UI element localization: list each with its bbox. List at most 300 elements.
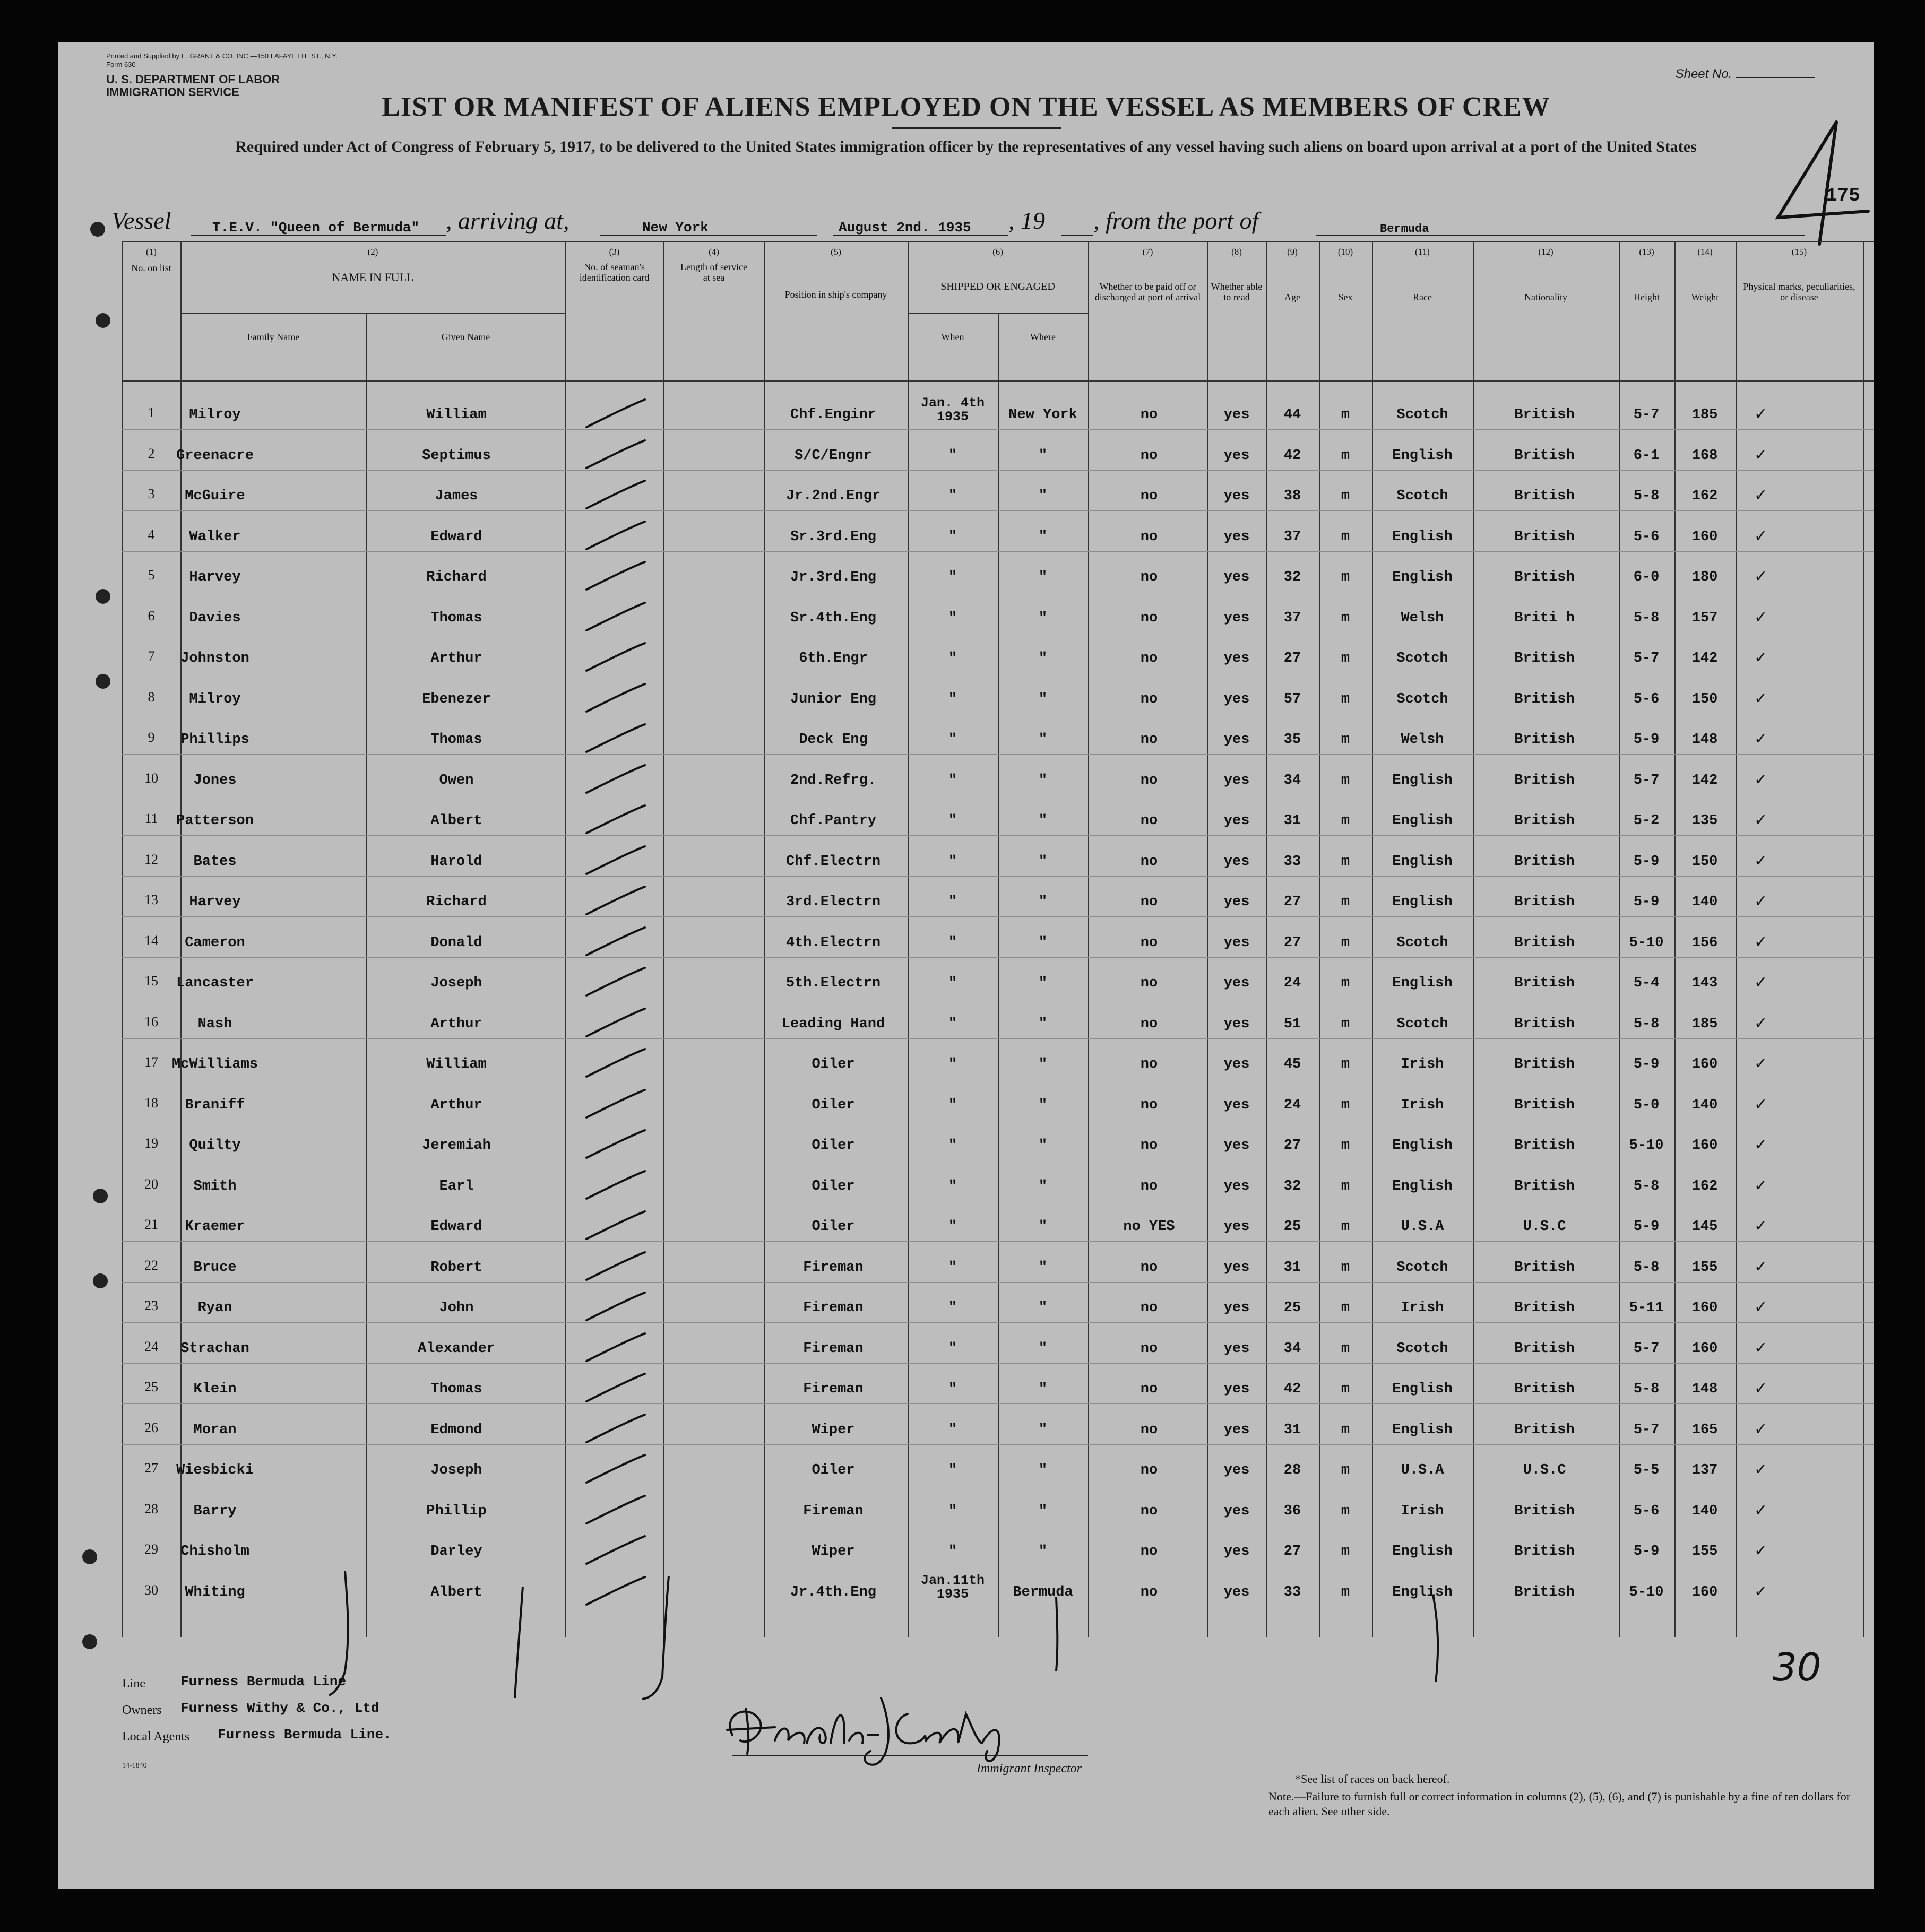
cell-sex: m (1341, 894, 1350, 910)
cell-family-name: Wiesbicki (176, 1462, 254, 1478)
cell-given-name: Earl (439, 1178, 474, 1194)
cell-family-name: Harvey (189, 569, 241, 585)
review-check-mark: ✓ (1754, 527, 1768, 545)
cell-family-name: Nash (197, 1016, 232, 1032)
cell-height: 5-8 (1633, 1381, 1660, 1397)
cell-shipped-where: " (1038, 1016, 1048, 1032)
cell-weight: 142 (1691, 772, 1718, 789)
row-number: 26 (144, 1419, 158, 1435)
cell-family-name: Bruce (193, 1259, 237, 1276)
cell-age: 31 (1283, 1259, 1301, 1276)
cell-shipped-when: " (948, 853, 957, 870)
cell-position: 4th.Electrn (785, 934, 881, 951)
cell-able-to-read: yes (1223, 1381, 1250, 1397)
manifest-sheet (58, 42, 1874, 1889)
cell-able-to-read: yes (1223, 407, 1250, 423)
cell-weight: 160 (1691, 1300, 1718, 1316)
cell-height: 5-7 (1633, 651, 1660, 666)
table-row (122, 1537, 1874, 1569)
review-check-mark: ✓ (1754, 1217, 1768, 1235)
header-age: Age (1284, 292, 1300, 302)
cell-paid-off: no (1140, 569, 1158, 585)
cell-race: Scotch (1396, 1259, 1448, 1276)
cell-height: 6-1 (1633, 447, 1660, 464)
cell-age: 34 (1283, 772, 1301, 789)
cell-family-name: Lancaster (176, 975, 254, 991)
cell-position: Fireman (803, 1300, 864, 1316)
cell-family-name: Moran (193, 1422, 237, 1438)
cell-paid-off: no (1140, 529, 1158, 545)
review-check-mark: ✓ (1754, 1380, 1768, 1397)
cell-family-name: Milroy (189, 691, 241, 707)
cell-paid-off: no (1140, 1056, 1158, 1072)
note-races: *See list of races on back hereof. (1295, 1772, 1450, 1786)
seaman-id-dash-mark (581, 1451, 650, 1488)
cell-shipped-when: " (948, 1340, 957, 1357)
cell-shipped-when: Jan. 4th 1935 (920, 395, 985, 424)
cell-paid-off: no (1140, 1178, 1158, 1194)
review-check-mark: ✓ (1754, 649, 1768, 666)
cell-sex: m (1341, 1178, 1350, 1194)
document-header (58, 42, 1874, 265)
owners-value: Furness Withy & Co., Ltd (180, 1700, 379, 1716)
cell-position: Oiler (812, 1219, 855, 1235)
review-check-mark: ✓ (1754, 811, 1768, 829)
cell-shipped-when: " (948, 569, 957, 585)
seaman-id-dash-mark (581, 842, 650, 879)
cell-height: 5-7 (1633, 1422, 1660, 1438)
cell-family-name: Barry (193, 1503, 237, 1519)
cell-given-name: Harold (430, 853, 482, 870)
cell-given-name: William (426, 407, 487, 423)
cell-given-name: Arthur (430, 1016, 482, 1032)
cell-family-name: Cameron (185, 934, 245, 951)
cell-age: 32 (1283, 1178, 1301, 1194)
review-check-mark: ✓ (1754, 770, 1768, 789)
table-row (122, 395, 1874, 432)
cell-paid-off: no YES (1123, 1219, 1175, 1235)
cell-nationality: British (1514, 853, 1575, 870)
cell-given-name: Arthur (430, 1097, 482, 1113)
cell-nationality: U.S.C (1523, 1219, 1566, 1235)
review-check-mark: ✓ (1754, 893, 1768, 910)
review-check-mark: ✓ (1754, 405, 1768, 423)
cell-paid-off: no (1140, 488, 1158, 504)
stamp-number: 175 (1826, 185, 1860, 206)
cell-family-name: McGuire (185, 488, 245, 504)
cell-weight: 160 (1691, 1584, 1718, 1600)
cell-sex: m (1341, 1016, 1350, 1032)
table-row (122, 807, 1874, 838)
cell-shipped-where: " (1038, 1381, 1048, 1397)
col-num-15: (15) (1791, 247, 1807, 257)
cell-sex: m (1341, 1300, 1350, 1316)
cell-age: 28 (1283, 1462, 1301, 1478)
cell-family-name: Whiting (185, 1584, 245, 1600)
row-number: 15 (144, 973, 158, 989)
seaman-id-dash-mark (581, 1045, 650, 1082)
cell-shipped-where: " (1038, 772, 1048, 789)
cell-paid-off: no (1140, 651, 1158, 666)
binder-hole (96, 313, 110, 328)
cell-nationality: British (1514, 1340, 1575, 1357)
cell-given-name: Darley (430, 1544, 482, 1560)
cell-age: 36 (1283, 1503, 1301, 1519)
review-check-mark: ✓ (1754, 568, 1768, 585)
cell-sex: m (1341, 569, 1350, 585)
cell-shipped-when: " (948, 1462, 957, 1478)
table-row (122, 1416, 1874, 1448)
col-num-13: (13) (1639, 247, 1654, 257)
binder-hole (82, 1634, 97, 1649)
vessel-value: T.E.V. "Queen of Bermuda" (212, 220, 420, 236)
binder-hole (93, 1273, 108, 1288)
seaman-id-dash-mark (581, 761, 650, 798)
cell-position: Oiler (812, 1462, 855, 1478)
cell-nationality: British (1514, 1138, 1575, 1154)
arriving-label: , arriving at, (446, 207, 569, 234)
table-row (122, 1212, 1874, 1244)
review-check-mark: ✓ (1754, 1501, 1768, 1519)
cell-weight: 140 (1691, 1503, 1718, 1519)
col-num-11: (11) (1415, 247, 1430, 257)
header-name-in-full: NAME IN FULL (332, 271, 414, 284)
col-num-8: (8) (1231, 247, 1242, 257)
column-end-marks (202, 1565, 785, 1725)
cell-able-to-read: yes (1223, 1544, 1250, 1560)
cell-sex: m (1341, 772, 1350, 789)
cell-nationality: British (1514, 1097, 1575, 1113)
header-given-name: Given Name (441, 332, 490, 342)
cell-height: 6-0 (1633, 569, 1660, 585)
cell-shipped-when: " (948, 1503, 957, 1519)
cell-position: Chf.Enginr (790, 407, 877, 423)
cell-shipped-when: " (948, 529, 957, 545)
review-check-mark: ✓ (1754, 933, 1768, 951)
vessel-line (111, 202, 1810, 244)
header-height: Height (1634, 292, 1660, 302)
cell-nationality: British (1514, 1544, 1575, 1560)
review-check-mark: ✓ (1754, 1339, 1768, 1357)
table-row (122, 725, 1874, 757)
form-code: Form 630 (106, 60, 136, 68)
from-port-value: Bermuda (1380, 222, 1429, 236)
review-check-mark: ✓ (1754, 1420, 1768, 1438)
cell-age: 27 (1283, 651, 1301, 666)
review-check-mark: ✓ (1754, 1582, 1768, 1600)
cell-family-name: Johnston (180, 651, 249, 666)
col-num-10: (10) (1337, 247, 1353, 257)
table-row (122, 644, 1874, 676)
cell-age: 42 (1283, 447, 1301, 464)
cell-position: Jr.4th.Eng (790, 1584, 877, 1600)
cell-family-name: Quilty (189, 1138, 241, 1154)
cell-shipped-where: " (1038, 1056, 1048, 1072)
cell-sex: m (1341, 1462, 1350, 1478)
header-length-service: Length of service at sea (680, 262, 747, 283)
cell-family-name: Ryan (197, 1300, 232, 1316)
cell-position: Oiler (812, 1178, 855, 1194)
seaman-id-dash-mark (581, 599, 650, 636)
row-number: 5 (148, 567, 155, 583)
document-title: LIST OR MANIFEST OF ALIENS EMPLOYED ON THE VESSEL AS MEMBERS OF CREW (382, 92, 1550, 122)
cell-paid-off: no (1140, 732, 1158, 748)
cell-able-to-read: yes (1223, 488, 1250, 504)
cell-sex: m (1341, 1503, 1350, 1519)
cell-height: 5-9 (1633, 1544, 1660, 1560)
cell-family-name: Greenacre (176, 447, 254, 464)
cell-given-name: Phillip (426, 1503, 487, 1519)
cell-given-name: Albert (430, 813, 482, 829)
cell-shipped-where: " (1038, 732, 1048, 748)
table-row (122, 1497, 1874, 1529)
cell-shipped-when: Jan.11th 1935 (920, 1572, 985, 1602)
cell-sex: m (1341, 447, 1350, 464)
cell-height: 5-0 (1633, 1097, 1660, 1113)
sheet-number-label: Sheet No. (1675, 67, 1732, 81)
cell-shipped-when: " (948, 1219, 957, 1235)
row-number: 1 (148, 405, 155, 420)
cell-position: Sr.4th.Eng (790, 610, 877, 626)
col-num-9: (9) (1287, 247, 1298, 257)
review-check-mark: ✓ (1754, 608, 1768, 626)
cell-age: 27 (1283, 1138, 1301, 1154)
cell-nationality: British (1514, 1584, 1575, 1600)
cell-race: English (1392, 975, 1453, 991)
seaman-id-dash-mark (581, 639, 650, 676)
cell-paid-off: no (1140, 407, 1158, 423)
table-row (122, 1131, 1874, 1163)
cell-paid-off: no (1140, 975, 1158, 991)
cell-shipped-when: " (948, 894, 957, 910)
row-number: 13 (144, 892, 158, 907)
cell-paid-off: no (1140, 1259, 1158, 1276)
cell-position: S/C/Engnr (795, 447, 872, 464)
cell-given-name: Albert (430, 1584, 482, 1600)
cell-position: Jr.3rd.Eng (790, 569, 877, 585)
cell-shipped-where: " (1038, 894, 1048, 910)
cell-sex: m (1341, 488, 1350, 504)
header-family-name: Family Name (247, 332, 300, 342)
header-when: When (941, 332, 964, 342)
cell-weight: 156 (1691, 934, 1718, 951)
cell-age: 31 (1283, 1422, 1301, 1438)
cell-race: English (1392, 447, 1453, 464)
cell-able-to-read: yes (1223, 447, 1250, 464)
cell-weight: 135 (1691, 813, 1718, 829)
cell-race: Welsh (1401, 610, 1444, 626)
cell-able-to-read: yes (1223, 610, 1250, 626)
cell-able-to-read: yes (1223, 529, 1250, 545)
cell-age: 38 (1283, 488, 1301, 504)
cell-nationality: British (1514, 447, 1575, 464)
cell-given-name: Richard (426, 894, 487, 910)
cell-given-name: Edward (430, 529, 482, 545)
cell-shipped-when: " (948, 447, 957, 464)
cell-family-name: Jones (193, 772, 237, 789)
cell-nationality: British (1514, 488, 1575, 504)
cell-age: 45 (1283, 1056, 1301, 1072)
header-position: Position in ship's company (784, 289, 887, 300)
seaman-id-dash-mark (581, 1248, 650, 1285)
review-check-mark: ✓ (1754, 487, 1768, 504)
cell-family-name: Patterson (176, 813, 254, 829)
cell-race: Scotch (1396, 1016, 1448, 1032)
row-number: 7 (148, 648, 155, 664)
cell-race: U.S.A (1401, 1219, 1444, 1235)
cell-given-name: Jeremiah (422, 1138, 491, 1154)
service-label: IMMIGRATION SERVICE (106, 85, 239, 99)
cell-race: English (1392, 1584, 1453, 1600)
row-number: 9 (148, 730, 155, 745)
cell-sex: m (1341, 1584, 1350, 1600)
cell-height: 5-11 (1629, 1300, 1664, 1316)
row-number: 11 (144, 811, 158, 826)
cell-given-name: Donald (430, 934, 482, 951)
cell-given-name: Arthur (430, 651, 482, 666)
cell-paid-off: no (1140, 1300, 1158, 1316)
table-row (122, 1010, 1874, 1042)
cell-shipped-when: " (948, 934, 957, 951)
cell-height: 5-9 (1633, 853, 1660, 870)
table-row (122, 523, 1874, 555)
header-seaman-id: No. of seaman's identification card (579, 262, 650, 283)
note-penalty: Note.—Failure to furnish full or correct information in columns (2), (5), (6), and (7) is punishable by a fine of ten dollars for each alien. See other side. (1268, 1790, 1851, 1818)
review-check-mark: ✓ (1754, 1095, 1768, 1113)
cell-height: 5-8 (1633, 1259, 1660, 1276)
table-row (122, 1172, 1874, 1204)
cell-position: 6th.Engr (799, 651, 868, 666)
cell-sex: m (1341, 529, 1350, 545)
cell-position: Leading Hand (781, 1016, 885, 1032)
cell-nationality: British (1514, 1381, 1575, 1397)
arriving-underline (600, 235, 817, 236)
cell-weight: 150 (1691, 853, 1718, 870)
cell-shipped-when: " (948, 975, 957, 991)
row-number: 28 (144, 1501, 158, 1517)
cell-age: 57 (1283, 691, 1301, 707)
seaman-id-dash-mark (581, 1004, 650, 1042)
cell-shipped-when: " (948, 1544, 957, 1560)
vessel-label: Vessel (111, 207, 171, 234)
seaman-id-dash-mark (581, 720, 650, 757)
row-number: 27 (144, 1460, 158, 1476)
cell-height: 5-7 (1633, 772, 1660, 789)
cell-paid-off: no (1140, 447, 1158, 464)
cell-nationality: British (1514, 1503, 1575, 1519)
review-check-mark: ✓ (1754, 1258, 1768, 1276)
table-row (122, 1253, 1874, 1285)
review-check-mark: ✓ (1754, 1136, 1768, 1154)
cell-height: 5-7 (1633, 407, 1660, 423)
col-num-3: (3) (609, 247, 620, 257)
cell-position: Oiler (812, 1056, 855, 1072)
col-num-1: (1) (146, 247, 157, 257)
cell-position: 2nd.Refrg. (790, 772, 877, 789)
cell-position: Sr.3rd.Eng (790, 529, 877, 545)
cell-shipped-when: " (948, 1259, 957, 1276)
cell-paid-off: no (1140, 1544, 1158, 1560)
seaman-id-dash-mark (581, 801, 650, 838)
cell-family-name: Kraemer (185, 1219, 245, 1235)
cell-nationality: British (1514, 691, 1575, 707)
cell-weight: 150 (1691, 691, 1718, 707)
cell-nationality: British (1514, 569, 1575, 585)
table-row (122, 766, 1874, 798)
cell-paid-off: no (1140, 772, 1158, 789)
table-row (122, 604, 1874, 636)
cell-age: 37 (1283, 529, 1301, 545)
cell-race: English (1392, 1178, 1453, 1194)
table-row (122, 847, 1874, 879)
seaman-id-dash-mark (581, 1492, 650, 1529)
seaman-id-dash-mark (581, 1167, 650, 1204)
cell-race: Irish (1401, 1300, 1444, 1316)
row-number: 17 (144, 1054, 158, 1070)
seaman-id-dash-mark (581, 882, 650, 920)
cell-nationality: British (1514, 651, 1575, 666)
cell-shipped-where: " (1038, 488, 1048, 504)
cell-family-name: Davies (189, 610, 241, 626)
cell-shipped-when: " (948, 1056, 957, 1072)
cell-age: 27 (1283, 934, 1301, 951)
cell-nationality: British (1514, 1422, 1575, 1438)
cell-age: 33 (1283, 853, 1301, 870)
cell-able-to-read: yes (1223, 1462, 1250, 1478)
cell-race: English (1392, 1422, 1453, 1438)
cell-shipped-where: " (1038, 529, 1048, 545)
seaman-id-dash-mark (581, 1086, 650, 1123)
cell-nationality: British (1514, 772, 1575, 789)
review-check-mark: ✓ (1754, 1542, 1768, 1560)
row-number: 3 (148, 486, 155, 501)
row-number: 25 (144, 1379, 158, 1394)
cell-sex: m (1341, 853, 1350, 870)
cell-height: 5-8 (1633, 1178, 1660, 1194)
cell-family-name: Strachan (180, 1340, 249, 1357)
sheet-number (1676, 67, 1815, 82)
cell-sex: m (1341, 732, 1350, 748)
header-paid-off: Whether to be paid off or discharged at port of arrival (1094, 281, 1201, 302)
cell-shipped-where: " (1038, 1422, 1048, 1438)
cell-able-to-read: yes (1223, 975, 1250, 991)
cell-given-name: James (435, 488, 478, 504)
cell-weight: 155 (1691, 1544, 1718, 1560)
row-number: 10 (144, 770, 158, 786)
inspector-signature (717, 1693, 1099, 1767)
review-check-mark: ✓ (1754, 730, 1768, 748)
row-number: 14 (144, 932, 158, 948)
cell-given-name: Richard (426, 569, 487, 585)
cell-paid-off: no (1140, 853, 1158, 870)
cell-shipped-when: " (948, 1097, 957, 1113)
cell-paid-off: no (1140, 894, 1158, 910)
cell-paid-off: no (1140, 1584, 1158, 1600)
cell-given-name: William (426, 1056, 487, 1072)
cell-height: 5-9 (1633, 732, 1660, 748)
cell-able-to-read: yes (1223, 1340, 1250, 1357)
row-number: 29 (144, 1541, 158, 1557)
cell-shipped-where: " (1038, 1340, 1048, 1357)
cell-age: 33 (1283, 1584, 1301, 1600)
cell-given-name: Joseph (430, 975, 482, 991)
row-number: 2 (148, 445, 155, 461)
cell-position: 5th.Electrn (785, 975, 881, 991)
cell-able-to-read: yes (1223, 772, 1250, 789)
cell-age: 31 (1283, 813, 1301, 829)
cell-race: English (1392, 853, 1453, 870)
table-row (122, 969, 1874, 1001)
